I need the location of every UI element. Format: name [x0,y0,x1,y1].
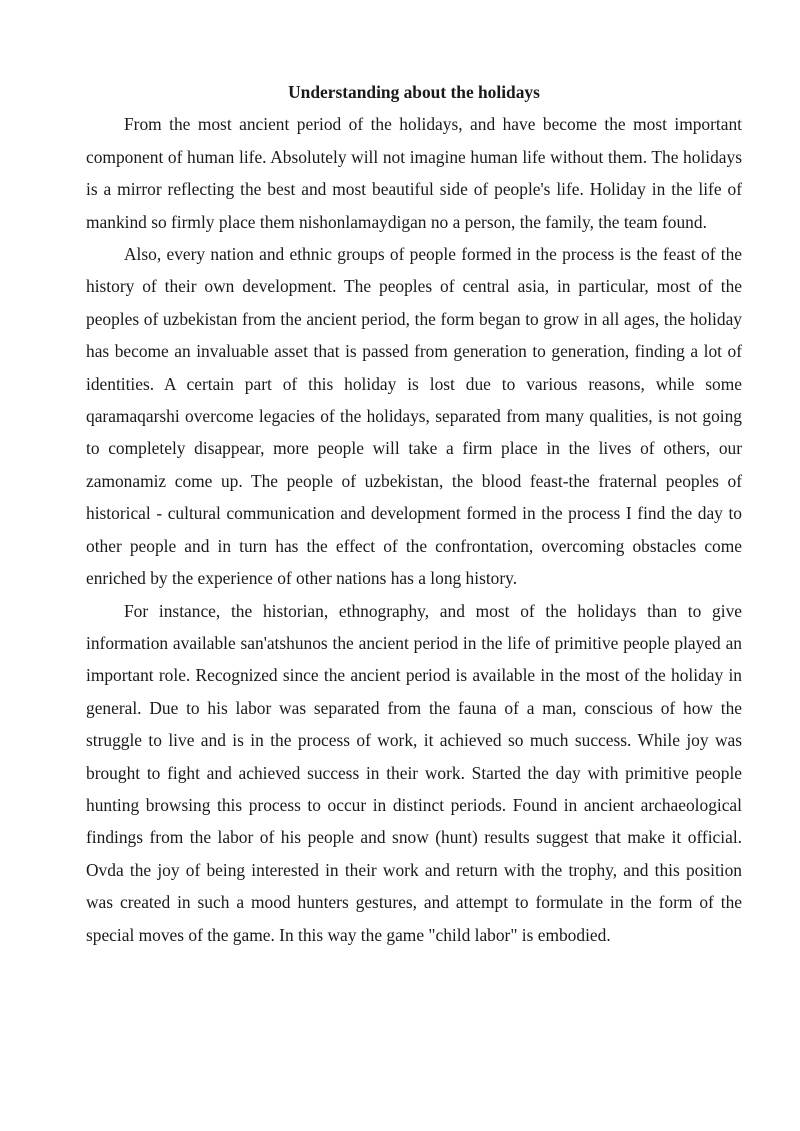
paragraph-1: From the most ancient period of the holidays, and have become the most important component of human life. Absolutely will not imagine human life without them. The holidays is a mirror reflecting the best and most beautiful side of people's life. Holiday in the life of mankind so firmly place them nishonlamaydigan no a person, the family, the team found. [86,114,742,232]
paragraph-2: Also, every nation and ethnic groups of people formed in the process is the feast of the history of their own development. The peoples of central asia, in particular, most of the peoples of uzbekistan from the ancient period, the form began to grow in all ages, the holiday has become an invaluable asset that is passed from generation to generation, finding a lot of identities. A certain part of this holiday is lost due to various reasons, while some qaramaqarshi overcome legacies of the holidays, separated from many qualities, is not going to completely disappear, more people will take a firm place in the lives of others, our zamonamiz come up. The people of uzbekistan, the blood feast-the fraternal peoples of historical - cultural communication and development formed in the process I find the day to other people and in turn has the effect of the confrontation, overcoming obstacles come enriched by the experience of other nations has a long history. [86,244,742,589]
paragraph-3: For instance, the historian, ethnography, and most of the holidays than to give information available san'atshunos the ancient period in the life of primitive people played an important role. Recognized since the ancient period is available in the most of the holiday in general. Due to his labor was separated from the fauna of a man, conscious of how the struggle to live and is in the process of work, it achieved so much success. While joy was brought to fight and achieved success in their work. Started the day with primitive people hunting browsing this process to occur in distinct periods. Found in ancient archaeological findings from the labor of his people and snow (hunt) results suggest that make it official. Ovda the joy of being interested in their work and return with the trophy, and this position was created in such a mood hunters gestures, and attempt to formulate in the form of the special moves of the game. In this way the game "child labor" is embodied. [86,600,742,945]
document-title: Understanding about the holidays [288,82,540,102]
document-body [86,76,742,951]
